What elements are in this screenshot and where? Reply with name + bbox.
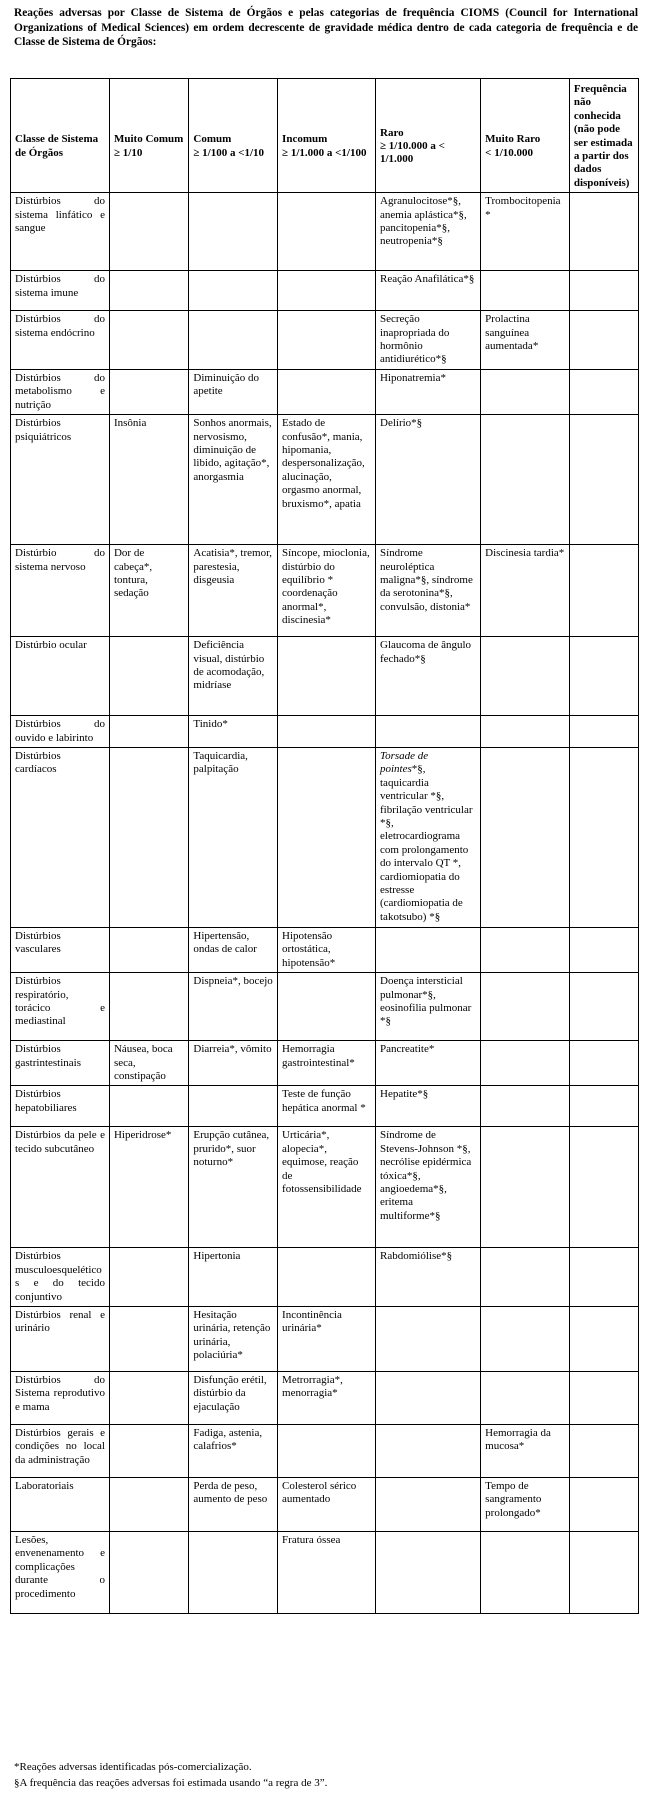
cell-text: Distúrbios gastrintestinais [15, 1043, 81, 1069]
cell-text: Taquicardia, palpitação [193, 749, 248, 776]
frequency-cell-comum [189, 1127, 278, 1248]
frequency-cell-comum [189, 1248, 278, 1307]
cell-text: Delírio*§ [380, 417, 423, 430]
header-cell: Incomum ≥ 1/1.000 a <1/100 [278, 79, 376, 193]
frequency-cell-incomum [278, 1248, 376, 1307]
frequency-cell-raro [376, 973, 481, 1041]
cell-text: Erupção cutânea, prurido*, suor noturno* [193, 1129, 270, 1169]
frequency-cell-muito-raro [481, 637, 570, 716]
frequency-cell-nao-conhecida [569, 1086, 638, 1127]
frequency-cell-nao-conhecida [569, 1424, 638, 1477]
organ-class-cell [11, 1248, 110, 1307]
cell-text: Distúrbios da pele e tecido subcutâneo [15, 1129, 105, 1155]
frequency-cell-comum [189, 973, 278, 1041]
cell-text: Distúrbios do sistema linfático e sangue [15, 195, 105, 235]
frequency-cell-muito-comum [109, 1371, 188, 1424]
cell-text: Teste de função hepática anormal * [282, 1088, 366, 1114]
header-cell: Classe de Sistema de Órgãos [11, 79, 110, 193]
organ-class-cell [11, 927, 110, 972]
header-cell: Comum ≥ 1/100 a <1/10 [189, 79, 278, 193]
frequency-cell-nao-conhecida [569, 1041, 638, 1086]
frequency-cell-muito-raro [481, 1306, 570, 1371]
frequency-cell-muito-raro [481, 271, 570, 311]
frequency-cell-muito-comum [109, 415, 188, 545]
table-body [11, 193, 639, 1614]
table-row [11, 1477, 639, 1531]
frequency-cell-comum [189, 193, 278, 271]
cell-text: Distúrbios psiquiátricos [15, 417, 72, 443]
cell-text: Deficiência visual, distúrbio de acomodação, midríase [193, 639, 265, 692]
cell-text: Distúrbios do sistema endócrino [15, 313, 105, 339]
table-row [11, 1424, 639, 1477]
frequency-cell-incomum [278, 271, 376, 311]
footnotes [14, 1759, 638, 1791]
frequency-cell-nao-conhecida [569, 1531, 638, 1613]
header-cell: Muito Comum ≥ 1/10 [109, 79, 188, 193]
cell-text: Trombocitopenia* [485, 195, 561, 221]
cell-text: Distúrbios do ouvido e labirinto [15, 718, 105, 744]
organ-class-cell [11, 271, 110, 311]
cell-text: Fratura óssea [282, 1533, 341, 1546]
cell-text: Síndrome de Stevens-Johnson *§, necrólise epidérmica tóxica*§, angioedema*§, eritema multiforme*§ [380, 1129, 472, 1222]
frequency-cell-incomum [278, 1306, 376, 1371]
cell-text: Diminuição do apetite [193, 371, 260, 398]
cell-text: Glaucoma de ângulo fechado*§ [380, 639, 472, 665]
frequency-cell-raro [376, 716, 481, 748]
frequency-cell-muito-raro [481, 415, 570, 545]
frequency-cell-muito-comum [109, 1248, 188, 1307]
frequency-cell-raro [376, 637, 481, 716]
frequency-cell-nao-conhecida [569, 545, 638, 637]
frequency-cell-comum [189, 369, 278, 414]
cell-text: Pancreatite* [380, 1043, 435, 1056]
organ-class-cell [11, 415, 110, 545]
frequency-cell-incomum [278, 311, 376, 370]
cell-text: Reação Anafilática*§ [380, 273, 475, 286]
cell-text: Distúrbios cardíacos [15, 749, 61, 776]
frequency-cell-incomum [278, 1086, 376, 1127]
table-row [11, 1371, 639, 1424]
frequency-cell-raro [376, 1306, 481, 1371]
frequency-cell-comum [189, 1424, 278, 1477]
frequency-cell-muito-raro [481, 1127, 570, 1248]
frequency-cell-raro [376, 927, 481, 972]
cell-text: Lesões, envenenamento e complicações durante o procedimento [15, 1533, 105, 1600]
cell-text: *§, taquicardia ventricular *§, fibrilação ventricular *§, eletrocardiograma com prolongamento do intervalo QT *, cardiomiopatia do estresse (cardiomiopatia de takotsubo) *§ [380, 763, 473, 923]
cell-text: Hipotensão ortostática, hipotensão* [282, 929, 336, 969]
frequency-cell-nao-conhecida [569, 271, 638, 311]
frequency-cell-incomum [278, 716, 376, 748]
header-cell: Frequência não conhecida (não pode ser estimada a partir dos dados disponíveis) [569, 79, 638, 193]
cell-text: Distúrbios do metabolismo e nutrição [15, 371, 105, 411]
frequency-cell-raro [376, 1041, 481, 1086]
table-row [11, 1041, 639, 1086]
organ-class-cell [11, 747, 110, 927]
frequency-cell-incomum [278, 747, 376, 927]
frequency-cell-raro [376, 1086, 481, 1127]
cell-text: Hepatite*§ [380, 1088, 429, 1101]
frequency-cell-muito-comum [109, 1086, 188, 1127]
cell-text: Dispneia*, bocejo [193, 975, 273, 988]
frequency-cell-nao-conhecida [569, 637, 638, 716]
table-row [11, 1127, 639, 1248]
frequency-cell-incomum [278, 1424, 376, 1477]
frequency-cell-muito-comum [109, 369, 188, 414]
frequency-cell-muito-comum [109, 716, 188, 748]
frequency-cell-comum [189, 311, 278, 370]
cell-text: Hesitação urinária, retenção urinária, polaciúria* [193, 1308, 271, 1362]
header-cell: Muito Raro < 1/10.000 [481, 79, 570, 193]
cell-text: Tempo de sangramento prolongado* [485, 1479, 542, 1519]
cell-text: Dor de cabeça*, tontura, sedação [113, 547, 153, 600]
organ-class-cell [11, 545, 110, 637]
cell-text: Distúrbios do Sistema reprodutivo e mama [15, 1373, 105, 1413]
frequency-cell-comum [189, 747, 278, 927]
frequency-cell-muito-comum [109, 545, 188, 637]
cell-text: Distúrbios do sistema imune [15, 273, 105, 299]
organ-class-cell [11, 1477, 110, 1531]
organ-class-cell [11, 1424, 110, 1477]
italic-term: Torsade de pointes [380, 749, 429, 776]
frequency-cell-incomum [278, 1127, 376, 1248]
frequency-cell-muito-raro [481, 1248, 570, 1307]
cell-text: Doença intersticial pulmonar*§, eosinofilia pulmonar *§ [380, 975, 472, 1028]
frequency-cell-muito-comum [109, 1424, 188, 1477]
frequency-cell-incomum [278, 927, 376, 972]
cell-text: Fadiga, astenia, calafrios* [193, 1426, 263, 1453]
frequency-cell-muito-comum [109, 271, 188, 311]
frequency-cell-muito-comum [109, 927, 188, 972]
frequency-cell-incomum [278, 1371, 376, 1424]
frequency-cell-raro [376, 1127, 481, 1248]
table-row [11, 271, 639, 311]
table-row [11, 545, 639, 637]
table-row [11, 193, 639, 271]
frequency-cell-incomum [278, 415, 376, 545]
frequency-cell-nao-conhecida [569, 747, 638, 927]
frequency-cell-incomum [278, 545, 376, 637]
cell-text: Síndrome neuroléptica maligna*§, síndrome da serotonina*§, convulsão, distonia* [380, 547, 473, 613]
frequency-cell-muito-raro [481, 193, 570, 271]
frequency-cell-comum [189, 716, 278, 748]
frequency-cell-raro [376, 415, 481, 545]
organ-class-cell [11, 193, 110, 271]
frequency-cell-raro [376, 1371, 481, 1424]
frequency-cell-comum [189, 1531, 278, 1613]
frequency-cell-raro [376, 1248, 481, 1307]
frequency-cell-incomum [278, 369, 376, 414]
frequency-cell-raro [376, 369, 481, 414]
cell-text: Distúrbios musculoesqueléticos e do tecido conjuntivo [15, 1250, 105, 1303]
cell-text: Secreção inapropriada do hormônio antidiurético*§ [380, 313, 450, 366]
frequency-cell-raro [376, 311, 481, 370]
cell-text: Distúrbios gerais e condições no local da administração [15, 1426, 105, 1466]
table-row [11, 716, 639, 748]
cell-text: Colesterol sérico aumentado [282, 1479, 357, 1506]
organ-class-cell [11, 1531, 110, 1613]
frequency-cell-incomum [278, 973, 376, 1041]
frequency-cell-incomum [278, 637, 376, 716]
frequency-cell-raro [376, 1531, 481, 1613]
cell-text: Perda de peso, aumento de peso [193, 1479, 268, 1506]
frequency-cell-muito-raro [481, 1086, 570, 1127]
frequency-cell-muito-comum [109, 1477, 188, 1531]
frequency-cell-muito-comum [109, 193, 188, 271]
table-row [11, 973, 639, 1041]
organ-class-cell [11, 1041, 110, 1086]
frequency-cell-nao-conhecida [569, 369, 638, 414]
frequency-cell-muito-raro [481, 747, 570, 927]
frequency-cell-comum [189, 1371, 278, 1424]
cell-text: Urticária*, alopecia*, equimose, reação de fotossensibilidade [282, 1129, 362, 1195]
table-row [11, 369, 639, 414]
cell-text: Incontinência urinária* [282, 1308, 342, 1335]
cell-text: Síncope, mioclonia, distúrbio do equilíbrio * coordenação anormal*, discinesia* [282, 547, 370, 627]
organ-class-cell [11, 637, 110, 716]
frequency-cell-muito-comum [109, 1041, 188, 1086]
cell-text: Estado de confusão*, mania, hipomania, despersonalização, alucinação, orgasmo anormal, bruxismo*, apatia [282, 417, 365, 510]
cell-text: Hipertensão, ondas de calor [193, 929, 257, 956]
frequency-cell-raro [376, 193, 481, 271]
frequency-cell-raro [376, 1424, 481, 1477]
frequency-cell-nao-conhecida [569, 973, 638, 1041]
table-row [11, 1306, 639, 1371]
cell-text: Distúrbio ocular [15, 639, 87, 652]
frequency-cell-raro [376, 545, 481, 637]
frequency-cell-muito-raro [481, 1424, 570, 1477]
frequency-cell-muito-raro [481, 1477, 570, 1531]
frequency-cell-comum [189, 1041, 278, 1086]
table-row [11, 637, 639, 716]
cell-text: Diarreia*, vômito [193, 1043, 272, 1056]
frequency-cell-raro [376, 271, 481, 311]
cell-text: Prolactina sanguínea aumentada* [485, 313, 539, 353]
frequency-cell-nao-conhecida [569, 415, 638, 545]
frequency-cell-comum [189, 927, 278, 972]
cell-text: Insônia [113, 417, 147, 430]
frequency-cell-muito-comum [109, 637, 188, 716]
cell-text: Distúrbios renal e urinário [15, 1308, 105, 1335]
frequency-cell-muito-comum [109, 747, 188, 927]
cell-text: Hiperidrose* [113, 1129, 172, 1142]
frequency-cell-muito-raro [481, 311, 570, 370]
organ-class-cell [11, 716, 110, 748]
header-cell: Raro ≥ 1/10.000 a < 1/1.000 [376, 79, 481, 193]
cell-text: Discinesia tardia* [485, 547, 565, 560]
cell-text: Laboratoriais [15, 1479, 74, 1492]
frequency-cell-comum [189, 271, 278, 311]
cell-text: Náusea, boca seca, constipação [113, 1043, 173, 1082]
frequency-cell-incomum [278, 1531, 376, 1613]
frequency-cell-nao-conhecida [569, 716, 638, 748]
table-row [11, 927, 639, 972]
organ-class-cell [11, 311, 110, 370]
organ-class-cell [11, 973, 110, 1041]
frequency-cell-muito-comum [109, 973, 188, 1041]
table-row [11, 311, 639, 370]
frequency-cell-nao-conhecida [569, 311, 638, 370]
frequency-cell-muito-raro [481, 1531, 570, 1613]
cell-text: Distúrbios hepatobiliares [15, 1088, 77, 1114]
frequency-cell-nao-conhecida [569, 1306, 638, 1371]
frequency-cell-nao-conhecida [569, 927, 638, 972]
frequency-cell-comum [189, 415, 278, 545]
frequency-cell-muito-comum [109, 1127, 188, 1248]
frequency-cell-muito-comum [109, 1531, 188, 1613]
frequency-cell-muito-raro [481, 1041, 570, 1086]
cell-text: Distúrbios vasculares [15, 929, 61, 956]
cell-text: Sonhos anormais, nervosismo, diminuição de libido, agitação*, anorgasmia [193, 417, 272, 483]
footnote: §A frequência das reações adversas foi estimada usando “a regra de 3”. [14, 1777, 328, 1789]
frequency-cell-muito-raro [481, 545, 570, 637]
table-row [11, 1248, 639, 1307]
cell-text: Agranulocitose*§, anemia aplástica*§, pancitopenia*§, neutropenia*§ [380, 195, 467, 248]
frequency-cell-incomum [278, 193, 376, 271]
cell-text: Metrorragia*, menorragia* [282, 1373, 343, 1400]
table-row [11, 1531, 639, 1613]
cell-text: Acatisia*, tremor, parestesia, disgeusia [193, 547, 273, 586]
frequency-cell-comum [189, 637, 278, 716]
cell-text: Hemorragia gastrointestinal* [282, 1043, 355, 1069]
cell-text: Rabdomiólise*§ [380, 1250, 453, 1263]
table-row [11, 415, 639, 545]
frequency-cell-muito-raro [481, 973, 570, 1041]
table-header-row [11, 79, 639, 193]
cell-text: Hiponatremia* [380, 371, 446, 384]
cell-text: Hemorragia da mucosa* [485, 1426, 551, 1453]
cell-text: Hipertonia [193, 1250, 241, 1263]
frequency-cell-raro [376, 1477, 481, 1531]
organ-class-cell [11, 1127, 110, 1248]
frequency-cell-muito-comum [109, 1306, 188, 1371]
table-row [11, 747, 639, 927]
adverse-reactions-table [10, 78, 639, 1614]
frequency-cell-nao-conhecida [569, 193, 638, 271]
intro-paragraph: Reações adversas por Classe de Sistema de Órgãos e pelas categorias de frequência CIOMS (Council for International Organizations of Medical Sciences) em ordem decrescente de gravidade médica dentro de cada categoria de frequência e de Classe de Sistema de Órgãos: [14, 7, 638, 48]
frequency-cell-nao-conhecida [569, 1477, 638, 1531]
organ-class-cell [11, 1306, 110, 1371]
frequency-cell-comum [189, 1477, 278, 1531]
table-row [11, 1086, 639, 1127]
frequency-cell-muito-raro [481, 369, 570, 414]
frequency-cell-raro [376, 747, 481, 927]
frequency-cell-incomum [278, 1041, 376, 1086]
frequency-cell-muito-raro [481, 1371, 570, 1424]
frequency-cell-nao-conhecida [569, 1127, 638, 1248]
frequency-cell-nao-conhecida [569, 1371, 638, 1424]
cell-text: Disfunção erétil, distúrbio da ejaculação [193, 1373, 267, 1413]
cell-text: Distúrbio do sistema nervoso [15, 547, 105, 573]
frequency-cell-nao-conhecida [569, 1248, 638, 1307]
frequency-cell-incomum [278, 1477, 376, 1531]
frequency-cell-muito-raro [481, 716, 570, 748]
footnote: *Reações adversas identificadas pós-comercialização. [14, 1761, 252, 1773]
organ-class-cell [11, 369, 110, 414]
cell-text: Tinido* [193, 718, 228, 731]
organ-class-cell [11, 1086, 110, 1127]
organ-class-cell [11, 1371, 110, 1424]
frequency-cell-comum [189, 1086, 278, 1127]
frequency-cell-comum [189, 545, 278, 637]
frequency-cell-comum [189, 1306, 278, 1371]
frequency-cell-muito-comum [109, 311, 188, 370]
cell-text: Distúrbios respiratório, torácico e mediastinal [15, 975, 105, 1028]
frequency-cell-muito-raro [481, 927, 570, 972]
